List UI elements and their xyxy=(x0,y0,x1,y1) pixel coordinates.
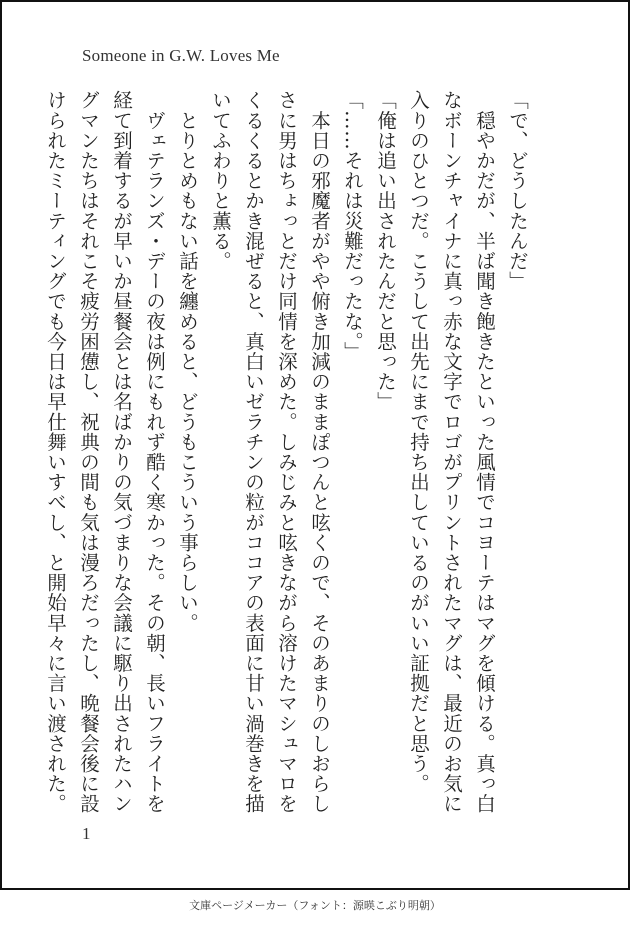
running-header-title: Someone in G.W. Loves Me xyxy=(82,46,280,65)
page-number: 1 xyxy=(82,824,91,843)
text-line: 穏やかだが、半ば聞き飽きたといった風情でコヨーテはマグを傾ける。真っ白 xyxy=(473,90,496,814)
text-line: 「……それは災難だったな。」 xyxy=(341,90,364,362)
text-line: いてふわりと薫る。 xyxy=(209,90,232,271)
text-line: ヴェテランズ・デーの夜は例にもれず酷く寒かった。その朝、長いフライトを xyxy=(143,90,166,814)
text-line: 「で、どうしたんだ」 xyxy=(506,90,529,291)
text-line: 「俺は追い出されたんだと思った」 xyxy=(374,90,397,412)
text-line: 本日の邪魔者がやや俯き加減のままぽつんと呟くので、そのあまりのしおらし xyxy=(308,90,331,814)
footer-credit: 文庫ページメーカー（フォント：源暎こぶり明朝） xyxy=(189,899,441,912)
text-line: 経て到着するが早いか昼餐会とは名ばかりの気づまりな会議に駆り出されたハン xyxy=(110,90,133,814)
text-line: くるくるとかき混ぜると、真白いゼラチンの粒がココアの表面に甘い渦巻きを描 xyxy=(242,90,265,814)
text-line: けられたミーティングでも今日は早仕舞いすべし、と開始早々に言い渡された。 xyxy=(44,90,67,814)
text-line: さに男はちょっとだけ同情を深めた。しみじみと呟きながら溶けたマシュマロを xyxy=(275,90,298,814)
text-line: なボーンチャイナに真っ赤な文字でロゴがプリントされたマグは、最近のお気に xyxy=(440,90,463,814)
vertical-body-text xyxy=(39,90,534,815)
text-line: 入りのひとつだ。こうして出先にまで持ち出しているのがいい証拠だと思う。 xyxy=(407,90,430,794)
text-line: グマンたちはそれこそ疲労困憊し、祝典の間も気は漫ろだったし、晩餐会後に設 xyxy=(77,90,100,814)
text-line: とりとめもない話を纏めると、どうもこういう事らしい。 xyxy=(176,90,199,633)
